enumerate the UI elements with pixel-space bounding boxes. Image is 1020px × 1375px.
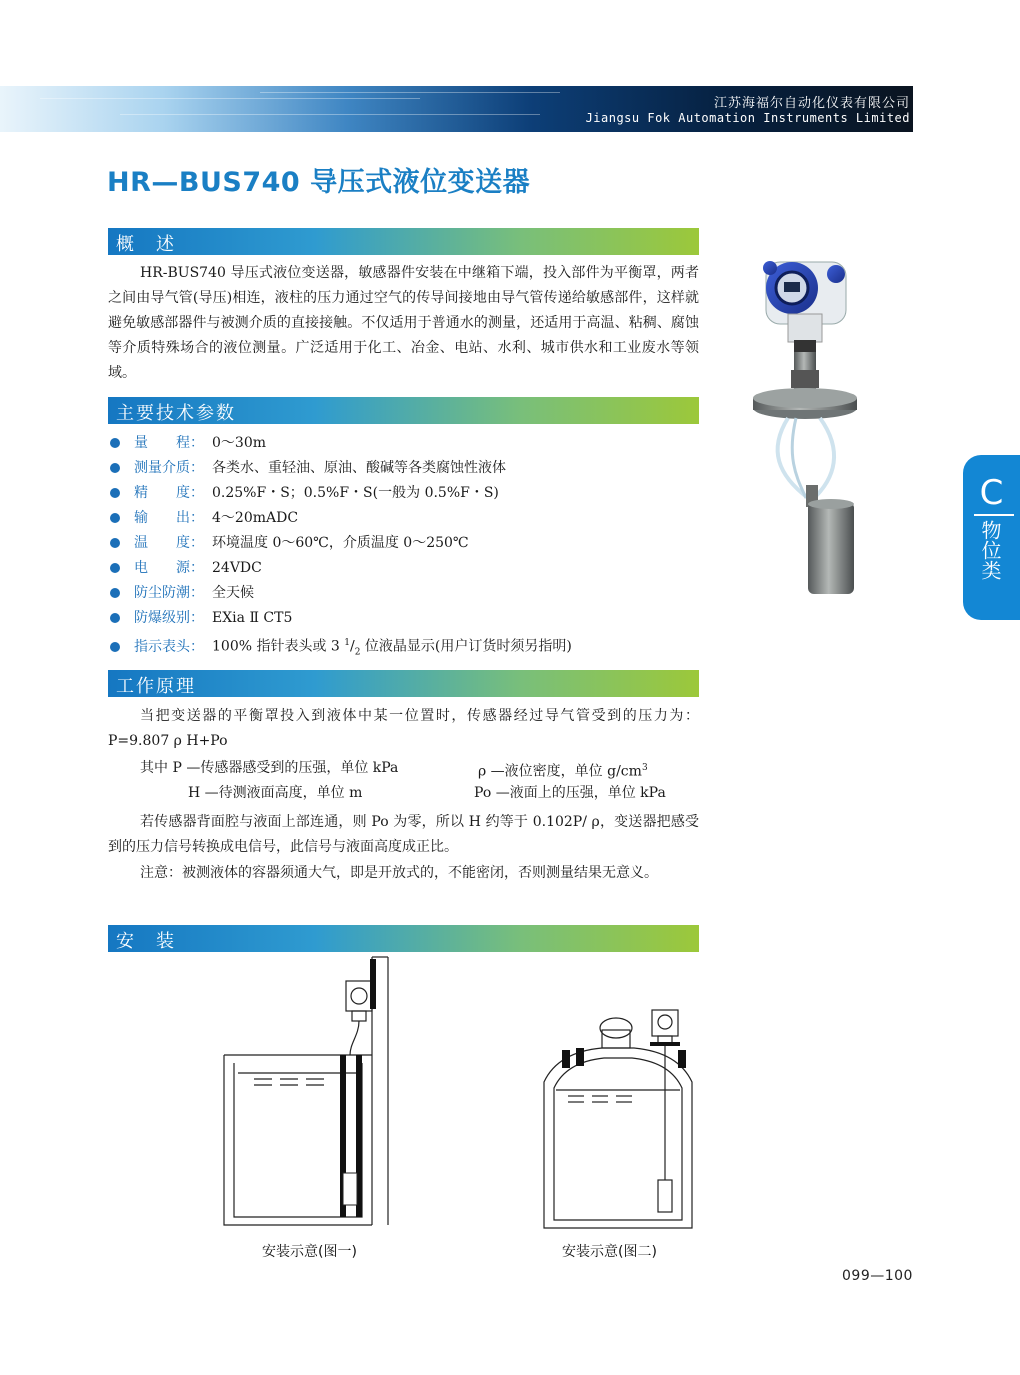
spec-value: 0.25%F・S；0.5%F・S(一般为 0.5%F・S) <box>212 485 499 501</box>
bullet-icon <box>110 613 120 623</box>
spec-label: 输 出： <box>134 510 204 526</box>
spec-item <box>110 531 469 556</box>
spec-label: 防尘防潮： <box>134 585 204 601</box>
spec-item <box>110 606 292 631</box>
spec-label: 电 源： <box>134 560 204 576</box>
spec-item <box>110 581 254 606</box>
company-name-cn: 江苏海福尔自动化仪表有限公司 <box>713 96 910 111</box>
side-tab-letter: C <box>979 473 1004 513</box>
spec-value-suffix: 位液晶显示(用户订货时须另指明) <box>360 638 572 655</box>
principle-paragraph-2: 若传感器背面腔与液面上部连通，则 Po 为零，所以 H 约等于 0.102P/ ρ，变送器把感受到的压力信号转换成电信号，此信号与液面高度成正比。 <box>108 814 699 855</box>
spec-value-prefix: 100% 指针表头或 3 <box>212 638 345 655</box>
spec-label: 精 度： <box>134 485 204 501</box>
install-caption-1: 安装示意(图一) <box>262 1244 357 1260</box>
bullet-icon <box>110 588 120 598</box>
section-heading-specs: 主要技术参数 <box>116 403 236 424</box>
formula-definition-p: 其中 P —传感器感受到的压强，单位 kPa <box>140 760 399 776</box>
formula-definition-po: Po —液面上的压强，单位 kPa <box>474 785 666 801</box>
spec-value: 0～30m <box>212 435 266 451</box>
spec-value: EXia Ⅱ CT5 <box>212 610 293 626</box>
section-heading-overview: 概 述 <box>116 234 176 255</box>
formula-rho-text: ρ —液位密度，单位 g/cm <box>478 763 642 780</box>
formula-rho-exponent: 3 <box>641 763 648 773</box>
side-tab-text: 物位类 <box>978 520 1002 580</box>
section-heading-principle: 工作原理 <box>116 676 196 697</box>
spec-item <box>110 431 266 456</box>
spec-item <box>110 556 262 581</box>
section-bar-install <box>108 925 699 952</box>
page-title: HR—BUS740 导压式液位变送器 <box>107 167 531 198</box>
spec-value: 全天候 <box>212 585 254 601</box>
spec-value: 环境温度 0～60℃，介质温度 0～250℃ <box>212 535 469 551</box>
spec-item <box>110 506 298 531</box>
fraction-numerator: 1 <box>344 638 351 648</box>
bullet-icon <box>110 463 120 473</box>
bullet-icon <box>110 642 120 652</box>
bullet-icon <box>110 438 120 448</box>
section-bar-specs <box>108 397 699 424</box>
spec-value: 各类水、重轻油、原油、酸碱等各类腐蚀性液体 <box>212 460 506 476</box>
company-name-en: Jiangsu Fok Automation Instruments Limited <box>585 111 910 125</box>
section-bar-principle <box>108 670 699 697</box>
bullet-icon <box>110 538 120 548</box>
principle-note: 注意：被测液体的容器须通大气，即是开放式的，不能密闭，否则测量结果无意义。 <box>140 865 658 881</box>
spec-item <box>110 456 506 481</box>
spec-label: 防爆级别： <box>134 610 204 626</box>
principle-paragraph-1: 当把变送器的平衡罩投入到液体中某一位置时，传感器经过导气管受到的压力为：P=9.807 ρ H+Po <box>108 708 699 749</box>
install-caption-2: 安装示意(图二) <box>562 1244 657 1260</box>
product-photo <box>748 240 868 600</box>
overview-text: HR-BUS740 导压式液位变送器，敏感器件安装在中继箱下端，投入部件为平衡罩，两者之间由导气管(导压)相连，液柱的压力通过空气的传导间接地由导气管传递给敏感部件，这样就避免敏感部器件与被测介质的直接接触。不仅适用于普通水的测量，还适用于高温、粘稠、腐蚀等介质特殊场合的液位测量。广泛适用于化工、冶金、电站、水利、城市供水和工业废水等领域。 <box>108 265 699 381</box>
section-bar-overview <box>108 228 699 255</box>
spec-label: 温 度： <box>134 535 204 551</box>
spec-label: 测量介质： <box>134 460 204 476</box>
section-heading-install: 安 装 <box>116 931 176 952</box>
install-diagram-1 <box>210 955 400 1235</box>
spec-value: 24VDC <box>212 560 262 576</box>
spec-label: 量 程： <box>134 435 204 451</box>
bullet-icon <box>110 563 120 573</box>
spec-item <box>110 481 499 506</box>
formula-definition-h: H —待测液面高度，单位 m <box>188 785 363 801</box>
spec-item: 指示表头： 100% 指针表头或 3 $^1/_2$ 位液晶显示(用户订货时须另指明) <box>110 631 572 656</box>
page-number: 099—100 <box>842 1268 913 1284</box>
install-diagram-2 <box>538 1000 698 1235</box>
bullet-icon <box>110 513 120 523</box>
spec-label: 指示表头： <box>134 638 204 655</box>
spec-value: 4～20mADC <box>212 510 299 526</box>
bullet-icon <box>110 488 120 498</box>
fraction-denominator: 2 <box>354 647 361 658</box>
side-tab-divider <box>974 514 1014 516</box>
